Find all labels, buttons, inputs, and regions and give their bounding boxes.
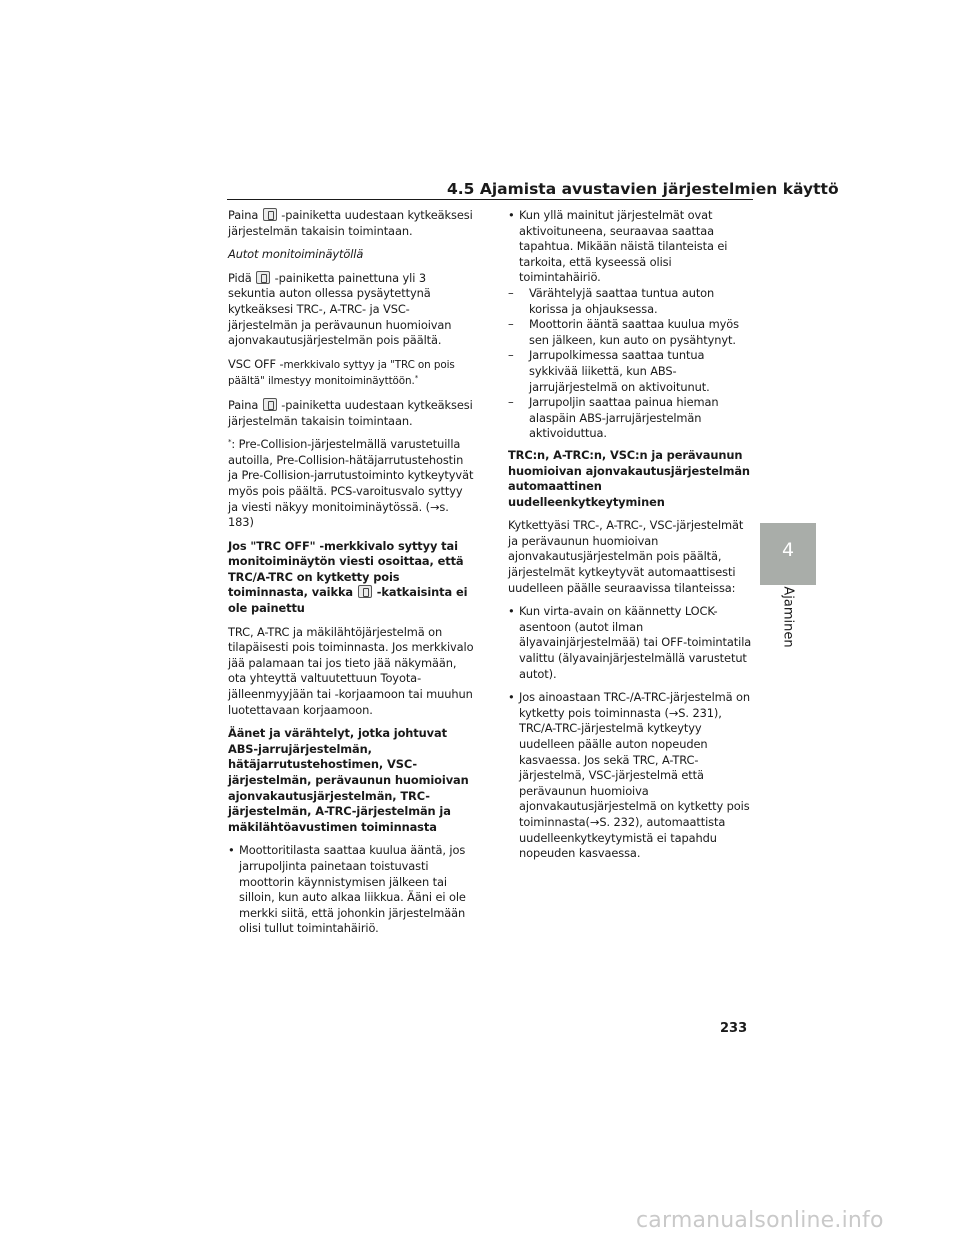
paragraph xyxy=(228,208,474,239)
paragraph: TRC, A-TRC ja mäkilähtöjärjestelmä on tilapäisesti pois toiminnasta. Jos merkkivalo jää palamaan tai jos tieto jää näkymään, ota yhteyttä valtuutettuun Toyota-jälleenmyyjään tai -korjaamoon tai muuhun luotettavaan korjaamoon. xyxy=(228,624,474,717)
footnote-marker: * xyxy=(414,374,419,383)
page-number: 233 xyxy=(720,1021,748,1036)
sub-list-item: – Värähtelyjä saattaa tuntua auton korissa ja ohjauksessa. xyxy=(508,286,754,317)
paragraph: Kytkettyäsi TRC-, A-TRC-, VSC-järjestelmät ja perävaunun huomioivan ajonvakautusjärjestelmän pois päältä, järjestelmät kytkeytyvät automaattisesti uudelleen päälle seuraavissa tilanteissa: xyxy=(508,518,744,595)
vsc-off-button-icon xyxy=(256,271,270,284)
text: Pidä xyxy=(228,270,252,285)
watermark: carmanualsonline.info xyxy=(636,1208,884,1233)
subheading: Äänet ja värähtelyt, jotka johtuvat ABS-jarrujärjestelmän, hätäjarrutustehostimen, VSC-järjestelmän, perävaunun huomioivan ajonvakautusjärjestelmän, TRC-järjestelmän, A-TRC-järjestelmän ja mäkilähtöavustimen toiminnasta xyxy=(228,726,469,834)
subheading: TRC:n, A-TRC:n, VSC:n ja perävaunun huomioivan ajonvakautusjärjestelmän automaattinen uudelleenkytkeytyminen xyxy=(508,447,750,509)
subheading xyxy=(228,539,474,617)
text: Paina xyxy=(228,397,259,412)
text: Paina xyxy=(228,208,259,222)
text: -painiketta uudestaan kytkeäksesi järjestelmän takaisin toimintaan. xyxy=(228,208,473,238)
vsc-off-button-icon xyxy=(263,208,277,221)
section-header: 4.5 Ajamista avustavien järjestelmien käyttö xyxy=(447,180,839,198)
list-item: • Moottoritilasta saattaa kuulua ääntä, jos jarrupoljinta painetaan toistuvasti moottorin käynnistymisen jälkeen tai silloin, kun auto alkaa liikkua. Ääni ei ole merkki siitä, että johonkin järjestelmään olisi tullut toimintahäiriö. xyxy=(228,843,474,937)
text: -painiketta uudestaan kytkeäksesi järjestelmän takaisin toimintaan. xyxy=(228,397,473,428)
right-column xyxy=(508,208,754,870)
list-item: • Jos ainoastaan TRC-/A-TRC-järjestelmä on kytketty pois toiminnasta (→S. 231), TRC/A-TRC-järjestelmä kytkeytyy uudelleen päälle auton nopeuden kasvaessa. Jos sekä TRC, A-TRC-järjestelmä, VSC-järjestelmä että perävaunun huomioiva ajonvakautusjärjestelmä on kytketty pois toiminnasta(→S. 232), automaattista uudelleenkytkeytymistä ei tapahdu nopeuden kasvaessa. xyxy=(508,690,754,862)
text: -painiketta painettuna yli 3 sekuntia auton ollessa pysäytettynä kytkeäksesi TRC-, A-TRC- ja VSC-järjestelmän ja perävaunun huomioivan ajonvakautusjärjestelmän pois päältä. xyxy=(228,270,452,348)
chapter-label: Ajaminen xyxy=(780,586,796,648)
vsc-off-button-icon xyxy=(263,398,277,411)
text: -katkaisinta ei ole painettu xyxy=(228,585,468,616)
text: merkkivalo syttyy ja "TRC on pois päältä" ilmestyy monitoiminäyttöön. xyxy=(228,358,455,388)
header-divider xyxy=(227,199,753,200)
footnote xyxy=(228,437,474,531)
vsc-off-button-icon xyxy=(358,585,372,598)
sub-list xyxy=(508,286,754,442)
paragraph xyxy=(228,271,474,349)
list-item: • Kun yllä mainitut järjestelmät ovat aktivoituneena, seuraavaa saattaa tapahtua. Mikään näistä tilanteista ei tarkoita, että kyseessä olisi toimintahäiriö. xyxy=(508,208,754,286)
list-item: • Kun virta-avain on käännetty LOCK-asentoon (autot ilman älyavainjärjestelmää) tai OFF-toimintatila valittu (älyavainjärjestelmällä varustetut autot). xyxy=(508,604,754,682)
paragraph xyxy=(228,398,474,429)
footnote-marker: * xyxy=(228,438,232,447)
sub-list-item: – Jarrupolkimessa saattaa tuntua sykkivää liikettä, kun ABS-jarrujärjestelmä on aktivoitunut. xyxy=(508,348,754,395)
chapter-tab xyxy=(760,523,816,585)
chapter-number: 4 xyxy=(781,539,795,561)
paragraph xyxy=(228,357,474,390)
sub-list-item: – Moottorin ääntä saattaa kuulua myös sen jälkeen, kun auto on pysähtynyt. xyxy=(508,317,754,348)
text: : Pre-Collision-järjestelmällä varustetuilla autoilla, Pre-Collision-hätäjarrutustehostin ja Pre-Collision-jarrutustoiminto kytkeytyvät myös pois päältä. PCS-varoitusvalo syttyy ja viesti näkyy monitoiminäytössä. (→s. 183) xyxy=(228,437,474,530)
left-column xyxy=(228,208,474,945)
sub-list-item: – Jarrupoljin saattaa painua hieman alaspäin ABS-jarrujärjestelmän aktivoiduttua. xyxy=(508,395,754,442)
text: Jos "TRC OFF" -merkkivalo syttyy tai monitoiminäytön viesti osoittaa, että TRC/A-TRC on kytketty pois toiminnasta, vaikka xyxy=(228,538,464,600)
italic-subheading: Autot monitoiminäytöllä xyxy=(228,247,364,262)
text: VSC OFF - xyxy=(228,356,284,371)
